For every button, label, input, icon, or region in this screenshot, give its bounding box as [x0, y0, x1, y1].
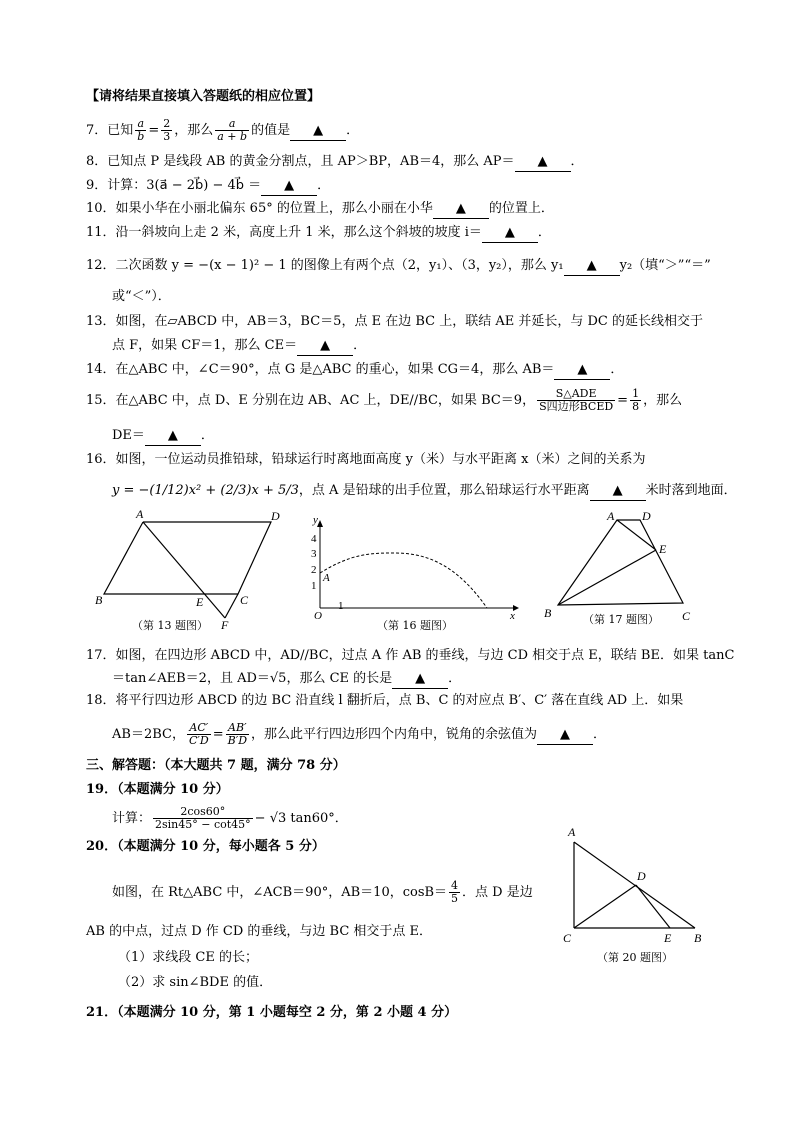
question-20-cont: AB 的中点，过点 D 作 CD 的垂线，与边 BC 相交于点 E． — [86, 924, 433, 939]
label-e: E — [664, 931, 672, 945]
figure-20 — [560, 822, 710, 946]
question-10: 10．如果小华在小丽北偏东 65° 的位置上，那么小丽在小华 ▲ 的位置上． — [86, 200, 554, 219]
figure-13 — [88, 508, 288, 633]
question-20-part-2: （2）求 sin∠BDE 的值． — [118, 975, 273, 990]
question-13-cont: 点 F，如果 CF＝1，那么 CE＝ ▲ ． — [112, 337, 366, 356]
answer-blank[interactable]: ▲ — [392, 670, 448, 689]
figure-20-caption: （第 20 题图） — [597, 951, 673, 964]
label-d: D — [637, 869, 646, 883]
label-d: D — [642, 509, 651, 523]
y-tick: 1 — [311, 580, 317, 592]
question-17-cont: ＝tan∠AEB＝2，且 AD＝√5，那么 CE 的长是 ▲ ． — [112, 670, 461, 689]
figure-13-caption: （第 13 题图） — [132, 619, 208, 632]
answer-blank[interactable]: ▲ — [590, 482, 646, 501]
question-16-cont: y = −(1/12)x² + (2/3)x + 5/3，点 A 是铅球的出手位置，那么铅球运行水平距离 ▲ 米时落到地面． — [112, 482, 737, 501]
question-20-title: 20．（本题满分 10 分，每小题各 5 分） — [86, 839, 325, 854]
question-16: 16．如图，一位运动员推铅球，铅球运行时离地面高度 y（米）与水平距离 x（米）之间的关系为 — [86, 452, 646, 467]
question-11: 11．沿一斜坡向上走 2 米，高度上升 1 米，那么这个斜坡的坡度 i＝ ▲ ． — [86, 224, 551, 243]
label-c: C — [563, 931, 572, 945]
question-12-cont: 或“＜”）． — [112, 289, 171, 304]
figure-16-caption: （第 16 题图） — [377, 619, 453, 632]
question-15-cont: DE＝ ▲ ． — [112, 427, 214, 446]
label-a: A — [136, 508, 144, 521]
question-7: 7．已知 $\frac{a}{b}$ = $\frac{2}{3}$ ，那么 $\frac{a}{a + b}$ 的值是 ▲ ． — [86, 117, 360, 143]
label-a: A — [607, 509, 615, 523]
answer-blank[interactable]: ▲ — [554, 361, 610, 380]
answer-blank[interactable]: ▲ — [290, 122, 346, 141]
question-17: 17．如图，在四边形 ABCD 中，AD//BC，过点 A 作 AB 的垂线，与边 CD 相交于点 E，联结 BE．如果 tanC — [86, 648, 735, 663]
question-12: 12．二次函数 y = −(x − 1)² − 1 的图像上有两个点（2，y₁）、（3，y₂），那么 y₁ ▲ y₂（填“＞”“＝” — [86, 257, 711, 276]
figure-16 — [307, 515, 522, 620]
answer-blank[interactable]: ▲ — [261, 177, 317, 196]
y-tick: 4 — [311, 533, 317, 545]
answer-blank[interactable]: ▲ — [297, 337, 353, 356]
question-9: 9．计算：3(a⃗ − 2b⃗) − 4b⃗ ＝ ▲ ． — [86, 177, 330, 196]
answer-blank[interactable]: ▲ — [515, 153, 571, 172]
label-c: C — [240, 593, 249, 607]
answer-blank[interactable]: ▲ — [537, 726, 593, 745]
question-19: 计算： $\frac{2\cos 60^\circ}{2\sin 45^\circ - \cot 45^\circ}$ − √3 tan60°． — [112, 805, 348, 831]
axis-x-label: x — [510, 610, 515, 620]
label-c: C — [682, 609, 691, 623]
y-tick: 2 — [311, 564, 317, 576]
answer-blank[interactable]: ▲ — [564, 257, 620, 276]
question-14: 14．在△ABC 中，∠C＝90°，点 G 是△ABC 的重心，如果 CG＝4，那么 AB＝ ▲ ． — [86, 361, 623, 380]
question-19-title: 19．（本题满分 10 分） — [86, 782, 229, 797]
answer-blank[interactable]: ▲ — [433, 200, 489, 219]
label-e: E — [659, 542, 667, 556]
x-tick: 1 — [338, 600, 344, 612]
question-15: 15．在△ABC 中，点 D、E 分别在边 AB、AC 上，DE//BC，如果 BC＝9， $\frac{\text{S△ADE}}{\text{S四边形BCED}}$ = $\frac{1}{8}$ ，那么 — [86, 387, 683, 413]
instruction-note: 【请将结果直接填入答题纸的相应位置】 — [86, 89, 321, 104]
point-a-label: A — [323, 572, 330, 584]
question-18-cont: AB＝2BC， $\frac{AC'}{C'D}$ = $\frac{AB'}{B'D}$ ，那么此平行四边形四个内角中，锐角的余弦值为 ▲ ． — [112, 721, 607, 747]
question-8: 8．已知点 P 是线段 AB 的黄金分割点，且 AP＞BP，AB＝4，那么 AP＝ ▲ ． — [86, 153, 584, 172]
label-b: B — [95, 593, 103, 607]
question-21-title: 21．（本题满分 10 分，第 1 小题每空 2 分，第 2 小题 4 分） — [86, 1005, 458, 1020]
question-13: 13．如图，在▱ABCD 中，AB＝3，BC＝5，点 E 在边 BC 上，联结 AE 并延长，与 DC 的延长线相交于 — [86, 314, 703, 329]
question-20: 如图，在 Rt△ABC 中，∠ACB＝90°，AB＝10，cosB＝ $\frac{4}{5}$ ．点 D 是边 — [112, 879, 533, 905]
figure-17-caption: （第 17 题图） — [583, 613, 659, 626]
question-20-part-1: （1）求线段 CE 的长； — [118, 950, 258, 965]
answer-blank[interactable]: ▲ — [145, 427, 201, 446]
question-18: 18．将平行四边形 ABCD 的边 BC 沿直线 l 翻折后，点 B、C 的对应点 B′、C′ 落在直线 AD 上．如果 — [86, 693, 684, 708]
label-b: B — [544, 606, 552, 620]
axis-y-label: y — [313, 515, 318, 526]
label-f: F — [221, 618, 229, 632]
label-d: D — [271, 509, 280, 523]
origin-label: O — [314, 610, 322, 620]
section-3-heading: 三、解答题：（本大题共 7 题，满分 78 分） — [86, 758, 346, 773]
answer-blank[interactable]: ▲ — [482, 224, 538, 243]
figure-17 — [540, 505, 700, 623]
y-tick: 3 — [311, 548, 317, 560]
label-a: A — [568, 825, 576, 839]
label-e: E — [196, 595, 204, 609]
label-b: B — [694, 931, 702, 945]
